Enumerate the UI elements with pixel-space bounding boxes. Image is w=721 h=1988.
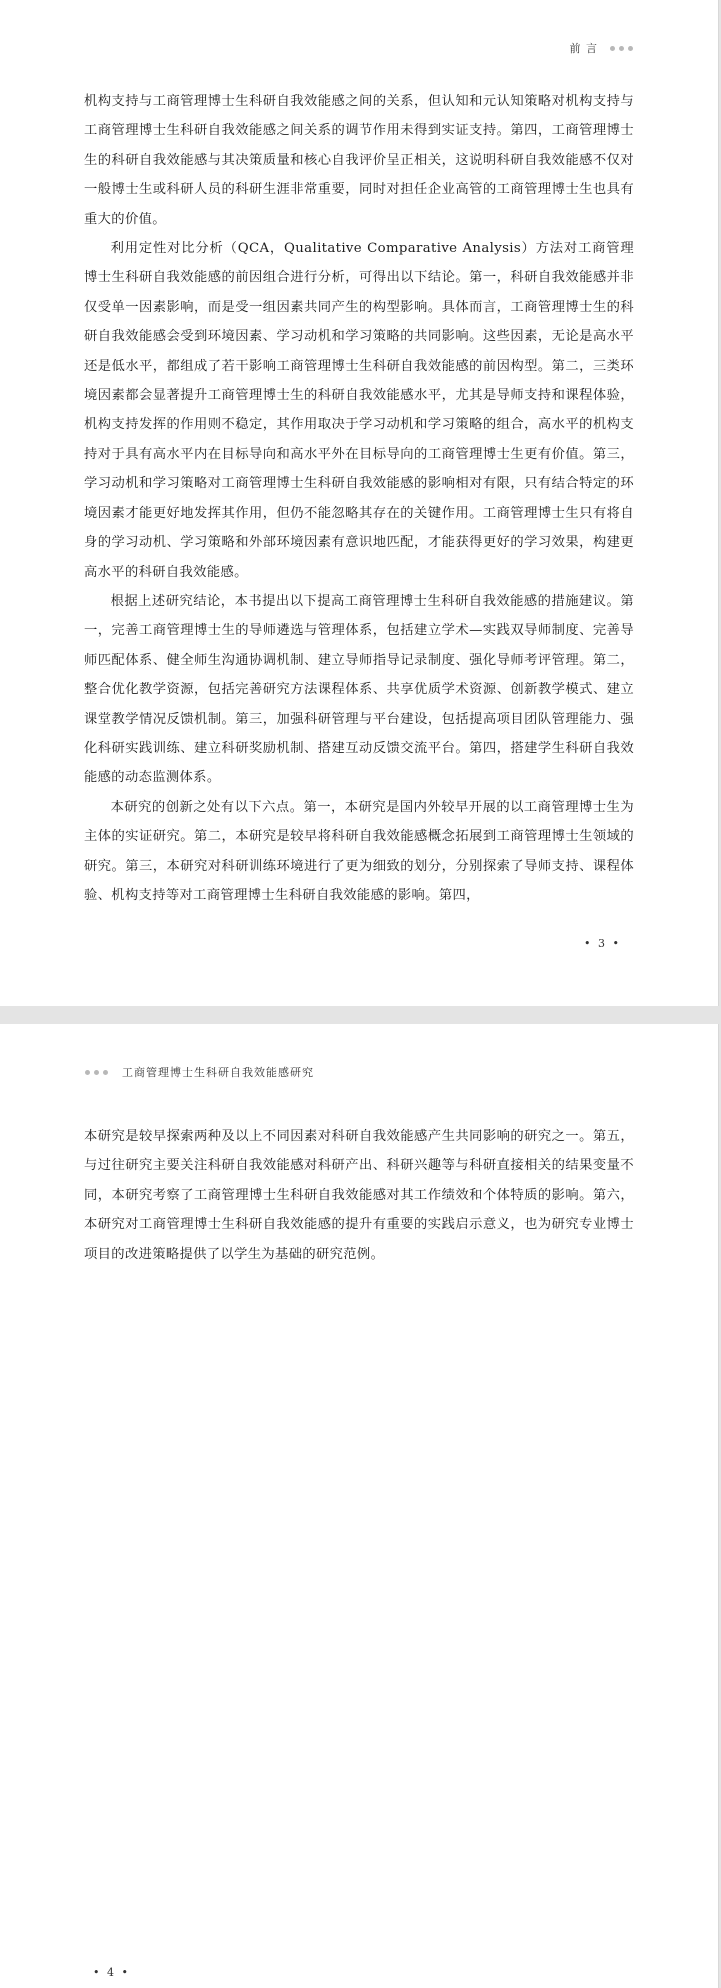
ornament-dots-icon — [610, 46, 633, 51]
paragraph: 利用定性对比分析（QCA，Qualitative Comparative Analysis）方法对工商管理博士生科研自我效能感的前因组合进行分析，可得出以下结论。第一，科研自我效能感并非仅受单一因素影响，而是受一组因素共同产生的构型影响。具体而言，工商管理博士生的科研自我效能感会受到环境因素、学习动机和学习策略的共同影响。这些因素，无论是高水平还是低水平，都组成了若干影响工商管理博士生科研自我效能感的前因构型。第二，三类环境因素都会显著提升工商管理博士生的科研自我效能感水平，尤其是导师支持和课程体验，机构支持发挥的作用则不稳定，其作用取决于学习动机和学习策略的组合，高水平的机构支持对于具有高水平内在目标导向和高水平外在目标导向的工商管理博士生更有价值。第三，学习动机和学习策略对工商管理博士生科研自我效能感的影响相对有限，只有结合特定的环境因素才能更好地发挥其作用，但仍不能忽略其存在的关键作用。工商管理博士生只有将自身的学习动机、学习策略和外部环境因素有意识地匹配，才能获得更好的学习效果，构建更高水平的科研自我效能感。 — [84, 241, 634, 580]
ornament-dots-icon — [85, 1070, 108, 1075]
page-number: • 4 • — [93, 1966, 130, 1979]
paragraph: 本研究是较早探索两种及以上不同因素对科研自我效能感产生共同影响的研究之一。第五，与过往研究主要关注科研自我效能感对科研产出、科研兴趣等与科研直接相关的结果变量不同，本研究考察了工商管理博士生科研自我效能感对其工作绩效和个体特质的影响。第六，本研究对工商管理博士生科研自我效能感的提升有重要的实践启示意义，也为研究专业博士项目的改进策略提供了以学生为基础的研究范例。 — [84, 1129, 634, 1262]
body-text — [84, 87, 634, 910]
page-4 — [0, 1024, 719, 1988]
running-head — [85, 1064, 314, 1080]
paragraph: 根据上述研究结论，本书提出以下提高工商管理博士生科研自我效能感的措施建议。第一，完善工商管理博士生的导师遴选与管理体系，包括建立学术—实践双导师制度、完善导师匹配体系、健全师生沟通协调机制、建立导师指导记录制度、强化导师考评管理。第二，整合优化教学资源，包括完善研究方法课程体系、共享优质学术资源、创新教学模式、建立课堂教学情况反馈机制。第三，加强科研管理与平台建设，包括提高项目团队管理能力、强化科研实践训练、建立科研奖励机制、搭建互动反馈交流平台。第四，搭建学生科研自我效能感的动态监测体系。 — [84, 593, 634, 786]
body-text — [84, 1122, 634, 1269]
running-head-title: 前 言 — [569, 42, 598, 55]
page-number: • 3 • — [584, 937, 621, 950]
paragraph: 本研究的创新之处有以下六点。第一，本研究是国内外较早开展的以工商管理博士生为主体的实证研究。第二，本研究是较早将科研自我效能感概念拓展到工商管理博士生领域的研究。第三，本研究对科研训练环境进行了更为细致的划分，分别探索了导师支持、课程体验、机构支持等对工商管理博士生科研自我效能感的影响。第四， — [84, 799, 634, 903]
running-head — [570, 40, 634, 56]
paragraph: 机构支持与工商管理博士生科研自我效能感之间的关系，但认知和元认知策略对机构支持与工商管理博士生科研自我效能感之间关系的调节作用未得到实证支持。第四，工商管理博士生的科研自我效能感与其决策质量和核心自我评价呈正相关，这说明科研自我效能感不仅对一般博士生或科研人员的科研生涯非常重要，同时对担任企业高管的工商管理博士生也具有重大的价值。 — [84, 94, 634, 227]
running-head-title: 工商管理博士生科研自我效能感研究 — [122, 1066, 314, 1079]
